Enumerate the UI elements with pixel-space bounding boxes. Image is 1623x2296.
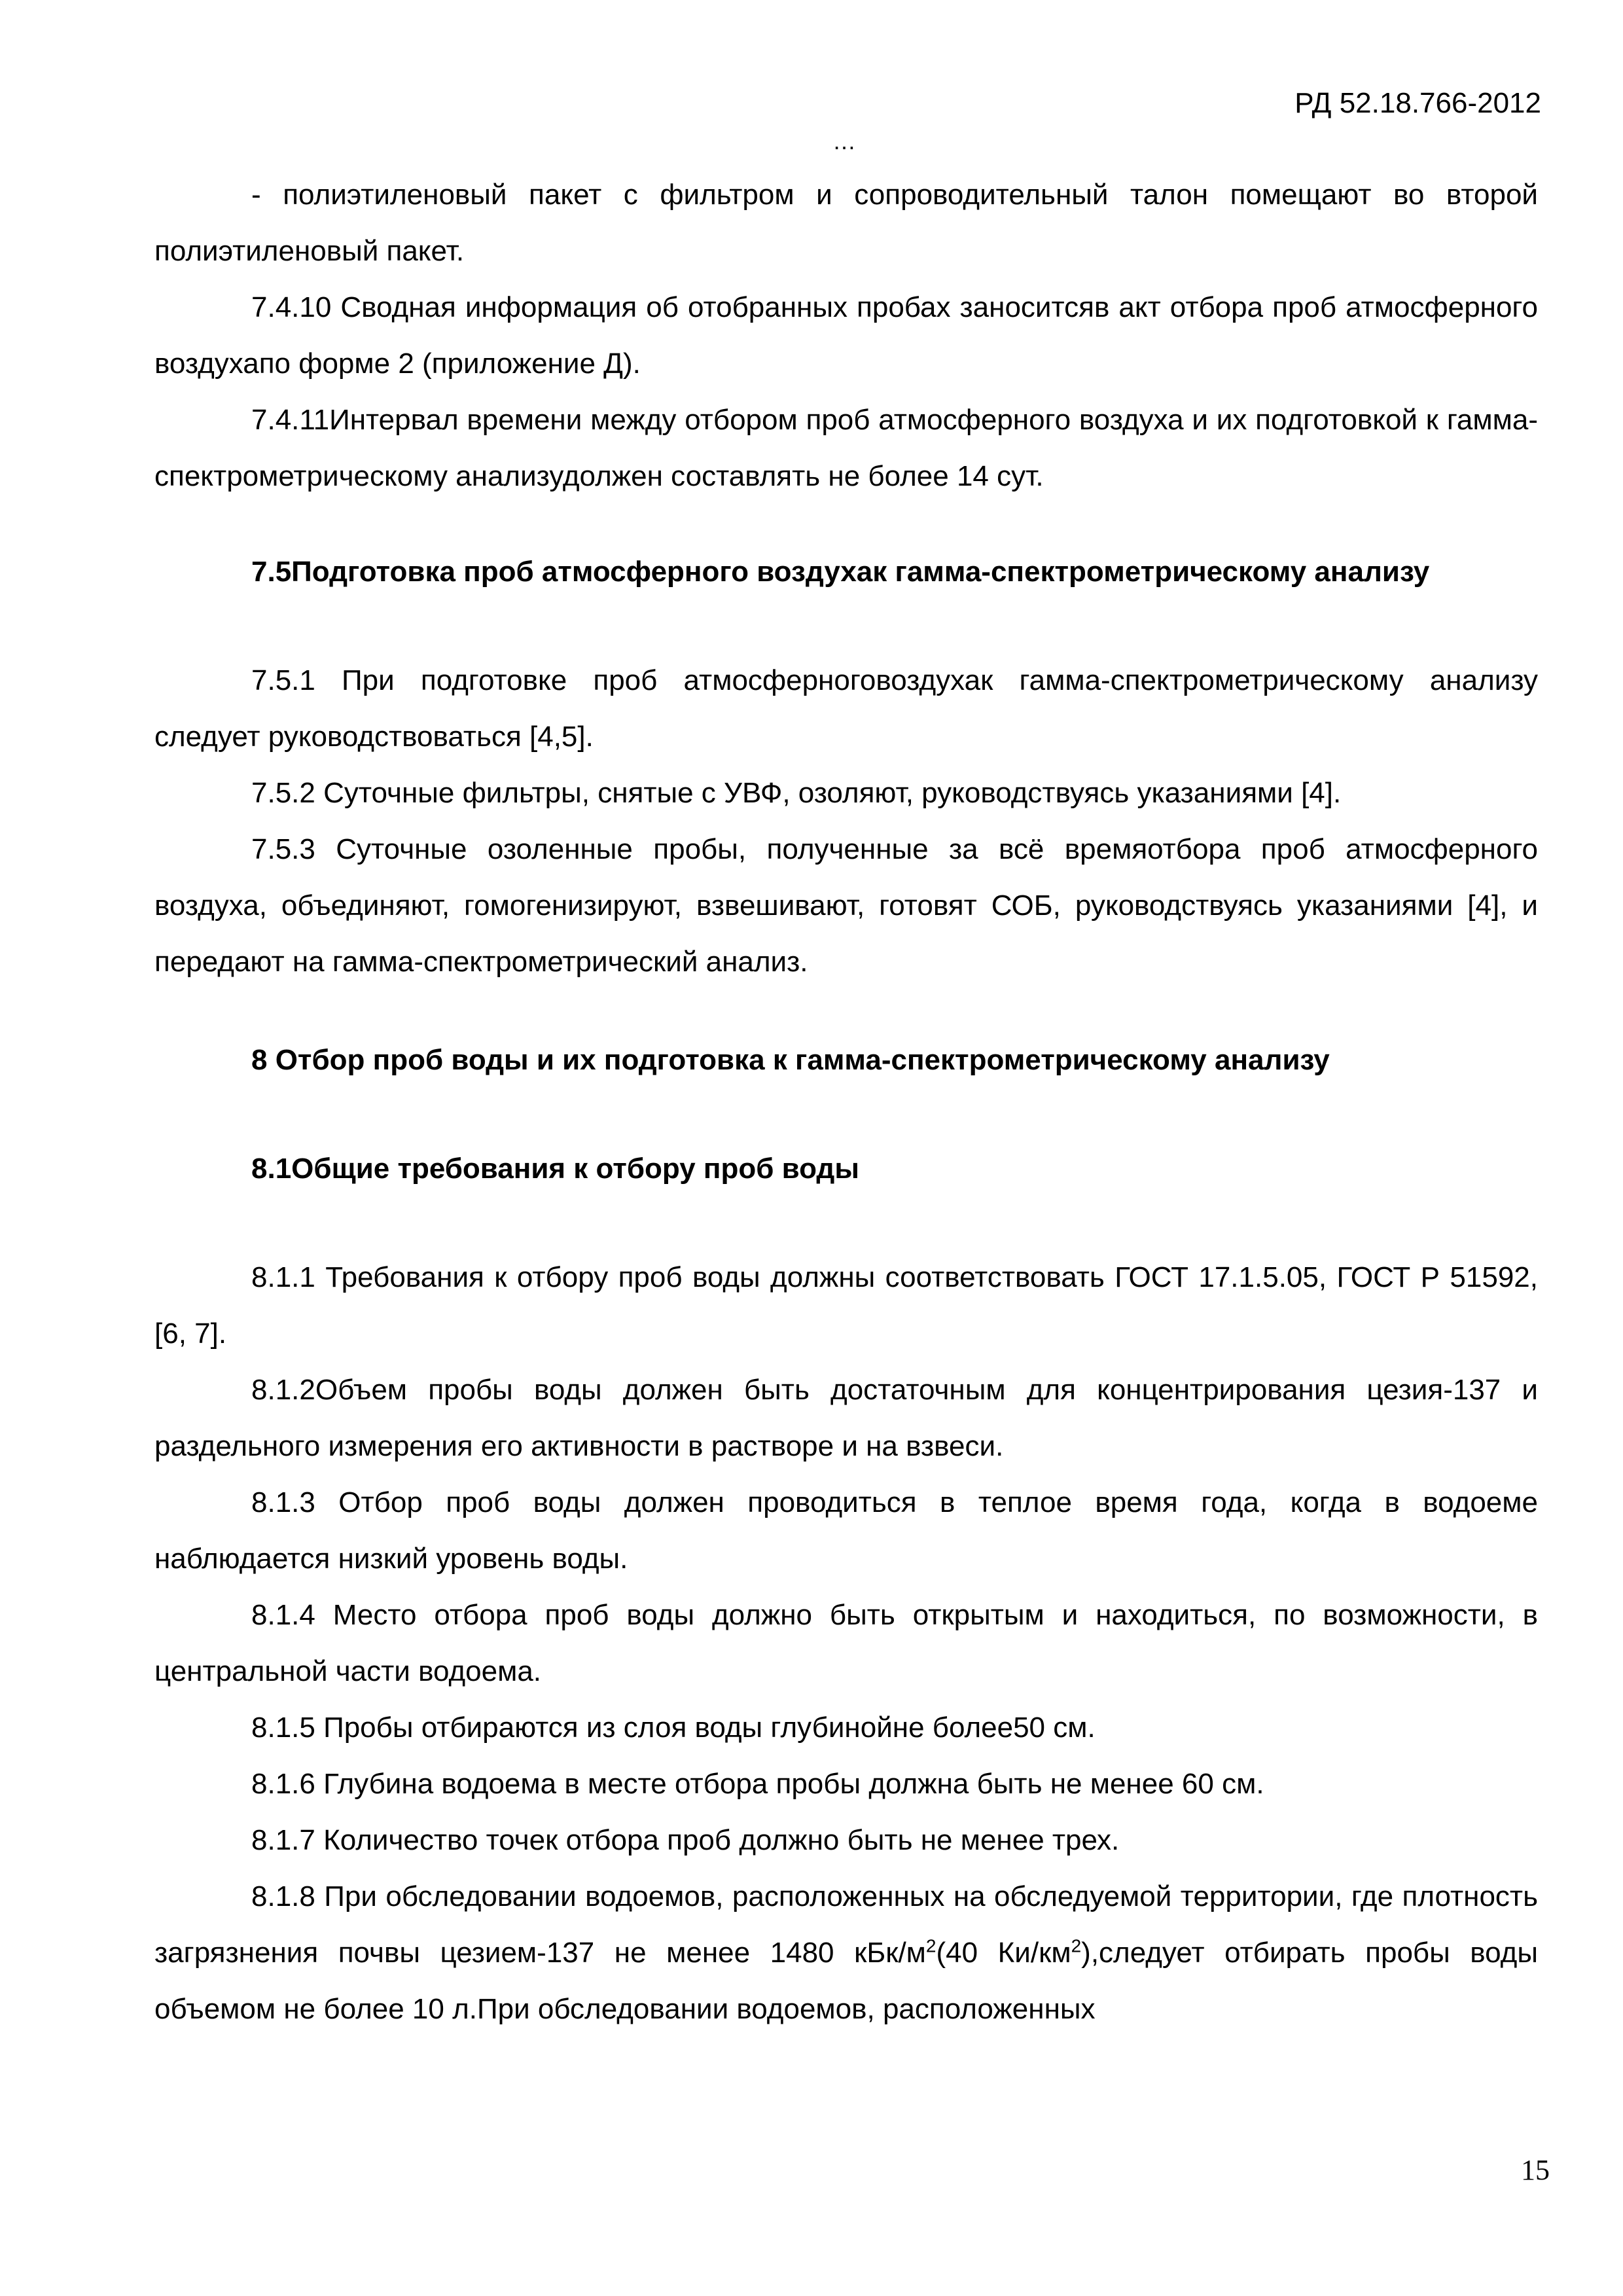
paragraph-bag: - полиэтиленовый пакет с фильтром и сопроводительный талон помещают во второй полиэтиленовый пакет. xyxy=(154,179,1538,267)
superscript-square-2: 2 xyxy=(1071,1935,1082,1956)
paragraph-8-1-3: 8.1.3 Отбор проб воды должен проводиться в теплое время года, когда в водоеме наблюдается низкий уровень воды. xyxy=(154,1486,1538,1575)
heading-7-5: 7.5Подготовка проб атмосферного воздухак гамма-спектрометрическому анализу xyxy=(251,556,1430,588)
paragraph-8-1-6: 8.1.6 Глубина водоема в месте отбора пробы должна быть не менее 60 см. xyxy=(251,1768,1264,1800)
paragraph-8-1-1: 8.1.1 Требования к отбору проб воды должны соответствовать ГОСТ 17.1.5.05, ГОСТ Р 51592, [6, 7]. xyxy=(154,1261,1538,1350)
paragraph-8-1-5: 8.1.5 Пробы отбираются из слоя воды глубинойне более50 см. xyxy=(251,1712,1096,1744)
paragraph-8-1-8-part3: ),следует отбирать пробы воды объемом не более 10 л.При обследовании водоемов, расположенных xyxy=(154,1937,1538,2025)
paragraph-7-4-10: 7.4.10 Сводная информация об отобранных пробах заноситсяв акт отбора проб атмосферного воздухапо форме 2 (приложение Д). xyxy=(154,291,1538,380)
paragraph-8-1-7: 8.1.7 Количество точек отбора проб должно быть не менее трех. xyxy=(251,1824,1120,1856)
paragraph-7-5-1: 7.5.1 При подготовке проб атмосферноговоздухак гамма-спектрометрическому анализу следует руководствоваться [4,5]. xyxy=(154,664,1538,753)
page-body xyxy=(154,167,1538,2037)
document-code: РД 52.18.766-2012 xyxy=(1294,87,1541,119)
page-number: 15 xyxy=(1521,2154,1550,2186)
heading-8-1: 8.1Общие требования к отбору проб воды xyxy=(251,1153,859,1185)
paragraph-8-1-8-part2: (40 Ки/км xyxy=(936,1937,1071,1969)
superscript-square-1: 2 xyxy=(925,1935,936,1956)
heading-8: 8 Отбор проб воды и их подготовка к гамма-спектрометрическому анализу xyxy=(251,1044,1330,1076)
paragraph-8-1-8 xyxy=(154,1869,1538,2037)
paragraph-7-4-11: 7.4.11Интервал времени между отбором проб атмосферного воздуха и их подготовкой к гамма-спектрометрическому анализудолжен составлять не более 14 сут. xyxy=(154,404,1538,492)
paragraph-8-1-8-part1: 8.1.8 При обследовании водоемов, расположенных на обследуемой территории, где плотность загрязнения почвы цезием-137 не менее 1480 кБк/м xyxy=(154,1880,1538,1969)
omission-mark: … xyxy=(832,128,856,154)
paragraph-7-5-2: 7.5.2 Суточные фильтры, снятые с УВФ, озоляют, руководствуясь указаниями [4]. xyxy=(251,777,1342,809)
paragraph-8-1-2: 8.1.2Объем пробы воды должен быть достаточным для концентрирования цезия-137 и раздельного измерения его активности в растворе и на взвеси. xyxy=(154,1374,1538,1462)
paragraph-7-5-3: 7.5.3 Суточные озоленные пробы, полученные за всё времяотбора проб атмосферного воздуха, объединяют, гомогенизируют, взвешивают, готовят СОБ, руководствуясь указаниями [4], и передают на гамма-спектрометрический анализ. xyxy=(154,833,1538,978)
paragraph-8-1-4: 8.1.4 Место отбора проб воды должно быть открытым и находиться, по возможности, в центральной части водоема. xyxy=(154,1599,1538,1687)
